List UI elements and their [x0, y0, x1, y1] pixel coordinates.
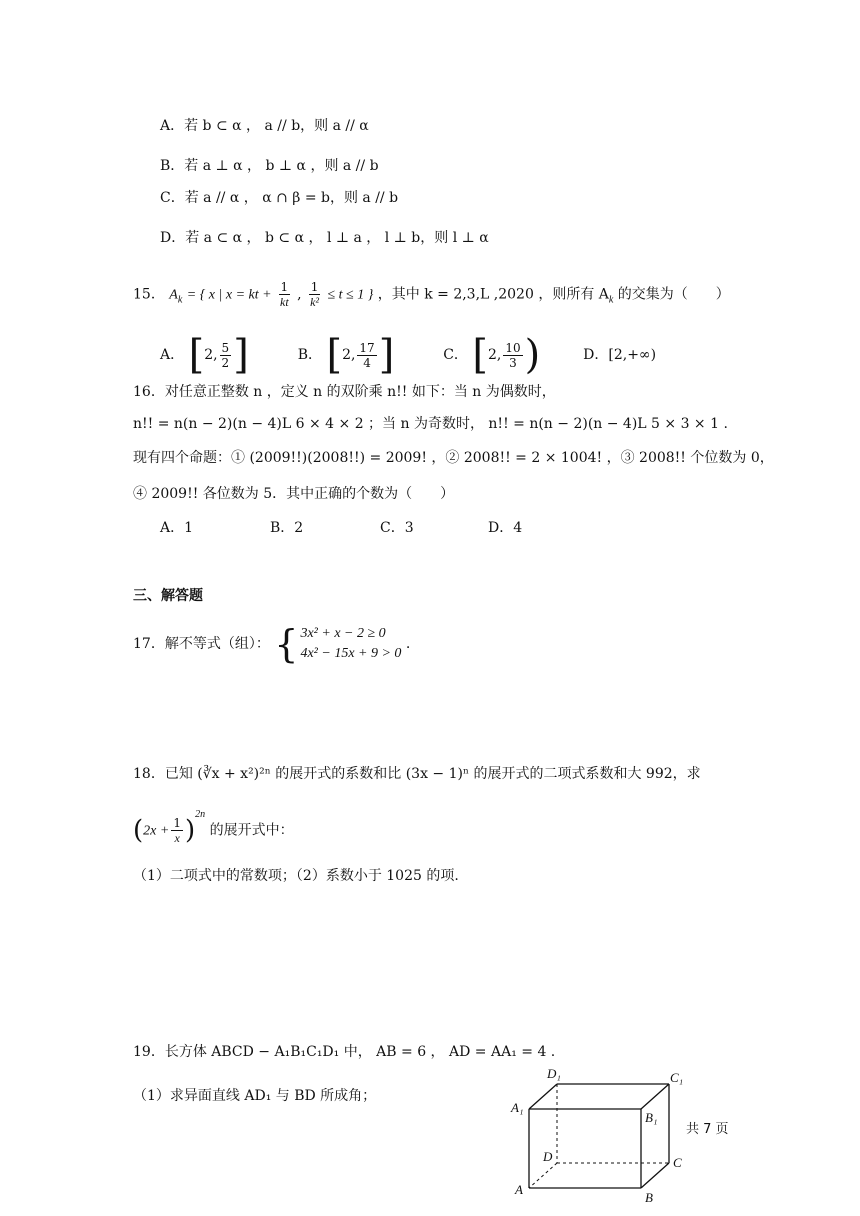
q15-set-right: ≤ t ≤ 1 } — [327, 287, 374, 303]
label-a: A — [515, 1182, 523, 1197]
q15-tail: ，其中 k = 2,3,L ,2020 ，则所有 A — [377, 286, 609, 303]
q15-stem — [133, 280, 730, 310]
q15-option-a-left: 2, — [204, 347, 218, 363]
q15-option-b-den: 4 — [363, 355, 371, 370]
q15-comma: , — [297, 286, 302, 303]
q17-row1: 3x² + x − 2 ≥ 0 — [300, 626, 386, 641]
section-heading: 三、解答题 — [133, 588, 203, 604]
label-b1: B₁ — [645, 1110, 658, 1125]
q15-option-c-num: 10 — [505, 340, 521, 355]
edge-d1a1 — [529, 1084, 557, 1109]
cuboid-figure — [505, 1066, 705, 1206]
q15-option-c-den: 3 — [509, 355, 517, 370]
q18-line2: (2x + $\frac{1}{x}$ )$^{2n}$ 的展开式中： — [133, 808, 294, 846]
q16-option-b: B．2 — [270, 520, 304, 536]
q16-line3: 现有四个命题：① (2009!!)(2008!!) = 2009! ，② 2008!! = 2 × 1004! ，③ 2008!! 个位数为 0， — [133, 450, 774, 466]
q15-frac2-den: k² — [310, 295, 319, 309]
q14-option-c: C．若 a // α ， α ∩ β = b，则 a // b — [160, 190, 399, 206]
q15-option-a-interval: [ 2, $\frac{5}{2}$ ] — [188, 332, 249, 378]
q17 — [133, 624, 410, 664]
q16-line1: 16．对任意正整数 n ，定义 n 的双阶乘 n!! 如下：当 n 为偶数时， — [133, 384, 556, 400]
q15-set-sub: k — [177, 294, 183, 306]
q14-option-d: D．若 a ⊂ α ， b ⊂ α ， l ⊥ a ， l ⊥ b，则 l ⊥ α — [160, 230, 489, 246]
edge-bc — [641, 1163, 669, 1188]
q15-option-a-num: 5 — [221, 340, 230, 355]
q17-prefix: 17．解不等式（组）： — [133, 636, 270, 652]
edge-c1b1 — [641, 1084, 669, 1109]
q14-option-b: B．若 a ⊥ α ， b ⊥ α ，则 a // b — [160, 158, 379, 174]
q14-option-a: A．若 b ⊂ α ， a // b，则 a // α — [160, 118, 369, 134]
q15-option-c-left: 2, — [488, 347, 502, 363]
q18-line1: 18．已知 (∛x + x²)²ⁿ 的展开式的系数和比 (3x − 1)ⁿ 的展开式的二项式系数和大 992，求 — [133, 766, 701, 782]
q15-tail-sub: k — [608, 294, 614, 306]
q18-exponent: 2n — [195, 808, 206, 820]
q15-options — [160, 334, 656, 376]
label-d1: D₁ — [547, 1066, 561, 1081]
q19-line2: （1）求异面直线 AD₁ 与 BD 所成角； — [133, 1088, 377, 1104]
q16-line2: n!! = n(n − 2)(n − 4)L 6 × 4 × 2 ；当 n 为奇数时， n!! = n(n − 2)(n − 4)L 5 × 3 × 1 . — [133, 416, 728, 432]
q15-frac1-num: 1 — [280, 280, 289, 294]
q17-end: . — [405, 636, 411, 652]
q17-row2: 4x² − 15x + 9 > 0 — [300, 646, 402, 661]
label-d: D — [543, 1149, 553, 1164]
q18-expr-left: 2x + — [143, 823, 170, 839]
q19-line1: 19．长方体 ABCD − A₁B₁C₁D₁ 中， AB = 6 ， AD = AA₁ = 4 . — [133, 1044, 556, 1060]
label-c1: C₁ — [670, 1070, 684, 1085]
q16-option-d: D．4 — [488, 520, 523, 536]
q15-frac1-den: kt — [280, 295, 289, 309]
q15-frac1 — [278, 280, 291, 309]
q15-number: 15． — [133, 286, 165, 303]
q15-tail-end: 的交集为（ ） — [613, 286, 730, 303]
q15-option-a-den: 2 — [221, 355, 230, 370]
q15-set-name: A — [169, 287, 178, 303]
label-a1: A₁ — [511, 1100, 524, 1115]
q15-option-d: D．[2,+∞) — [583, 347, 657, 363]
q18-frac-den: x — [174, 831, 180, 845]
q18-line2-tail: 的展开式中： — [209, 822, 294, 839]
q16-option-c: C．3 — [380, 520, 414, 536]
q15-option-c-label: C． — [443, 347, 468, 363]
q15-option-b-label: B． — [297, 347, 322, 363]
label-b: B — [645, 1190, 653, 1205]
q15-option-c-interval: [ 2, $\frac{10}{3}$ ) — [472, 332, 541, 378]
page-number: 共 7 页 — [686, 1122, 729, 1137]
q18-line3: （1）二项式中的常数项；（2）系数小于 1025 的项. — [133, 868, 459, 884]
q15-set-left: = { x | x = kt + — [186, 287, 272, 303]
q16-option-a: A．1 — [160, 520, 194, 536]
q15-option-b-num: 17 — [359, 340, 375, 355]
q15-option-a-label: A． — [160, 347, 185, 363]
q15-frac2-num: 1 — [310, 280, 319, 294]
q15-option-b-left: 2, — [342, 347, 356, 363]
label-c: C — [673, 1155, 682, 1170]
q17-system: { 3x² + x − 2 ≥ 0 4x² − 15x + 9 > 0 — [274, 622, 402, 666]
edge-da-hidden — [529, 1163, 557, 1188]
q15-option-b-interval: [ 2, $\frac{17}{4}$ ] — [326, 332, 395, 378]
q18-frac-num: 1 — [173, 816, 181, 830]
q16-line4: ④ 2009!! 各位数为 5．其中正确的个数为（ ） — [133, 486, 455, 502]
q15-frac2 — [308, 280, 321, 309]
